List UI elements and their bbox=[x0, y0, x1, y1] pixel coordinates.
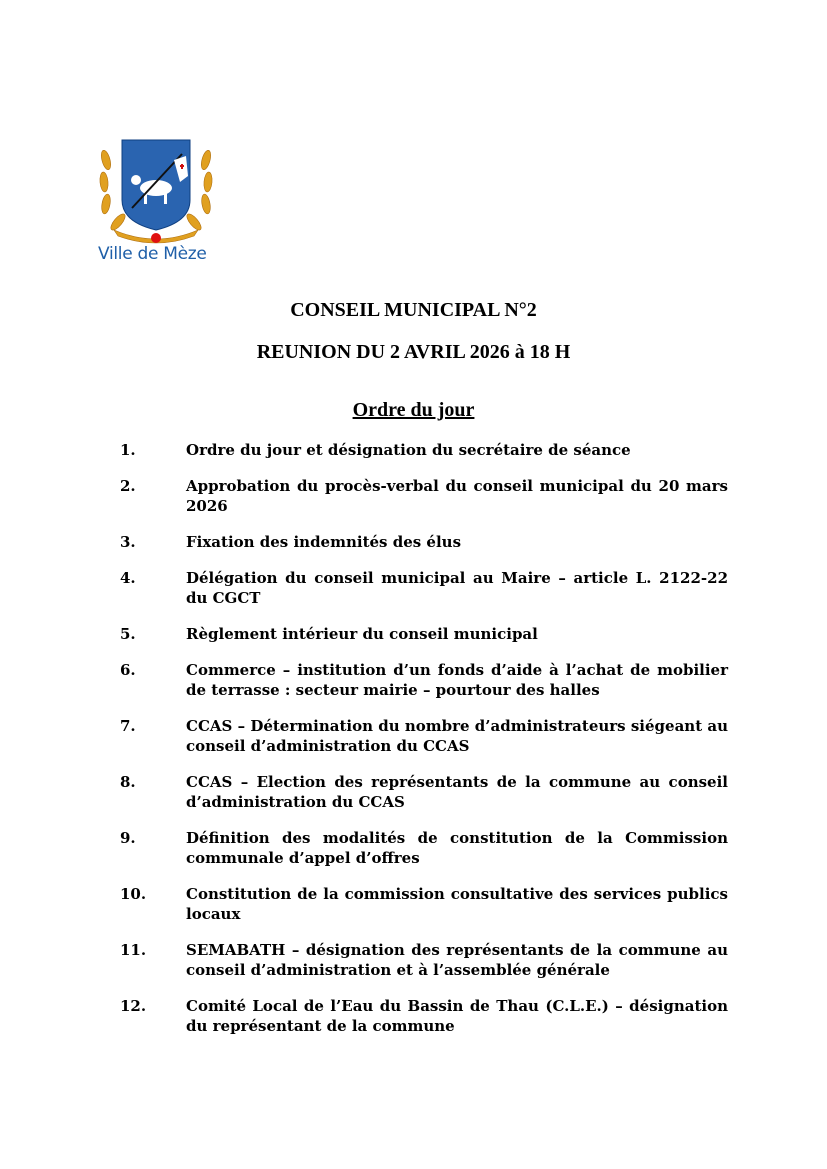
agenda-item-text: CCAS – Détermination du nombre d’administrateurs siégeant au conseil d’administration du CCAS bbox=[186, 717, 728, 755]
agenda-item-number: 10. bbox=[120, 885, 147, 903]
meeting-date: REUNION DU 2 AVRIL 2026 à 18 H bbox=[256, 341, 571, 363]
agenda-item bbox=[120, 884, 728, 924]
document-title: CONSEIL MUNICIPAL N°2 bbox=[290, 299, 537, 321]
agenda-item bbox=[120, 828, 728, 868]
agenda-item-number: 1. bbox=[120, 441, 136, 459]
agenda-item bbox=[120, 716, 728, 756]
agenda-item-text: Délégation du conseil municipal au Maire – article L. 2122-22 du CGCT bbox=[186, 569, 728, 607]
agenda-item-text: Ordre du jour et désignation du secrétaire de séance bbox=[186, 441, 631, 459]
agenda-item bbox=[120, 532, 728, 552]
agenda-item-number: 8. bbox=[120, 773, 136, 791]
agenda-item-number: 9. bbox=[120, 829, 136, 847]
agenda-item-text: Comité Local de l’Eau du Bassin de Thau (C.L.E.) – désignation du représentant de la commune bbox=[186, 997, 728, 1035]
agenda-item-text: CCAS – Election des représentants de la commune au conseil d’administration du CCAS bbox=[186, 773, 728, 811]
agenda-item-number: 3. bbox=[120, 533, 136, 551]
agenda-item-text: Fixation des indemnités des élus bbox=[186, 533, 462, 551]
agenda-item-number: 6. bbox=[120, 661, 136, 679]
agenda-item bbox=[120, 476, 728, 516]
agenda-item-number: 5. bbox=[120, 625, 136, 643]
agenda-list bbox=[120, 440, 728, 1052]
agenda-item-text: Définition des modalités de constitution de la Commission communale d’appel d’offres bbox=[186, 829, 728, 867]
agenda-item-number: 7. bbox=[120, 717, 136, 735]
agenda-item bbox=[120, 624, 728, 644]
agenda-item-number: 2. bbox=[120, 477, 136, 495]
agenda-item bbox=[120, 996, 728, 1036]
agenda-item bbox=[120, 772, 728, 812]
city-name-logo-text: Ville de Mèze bbox=[98, 244, 207, 264]
agenda-item-number: 12. bbox=[120, 997, 147, 1015]
agenda-item bbox=[120, 440, 728, 460]
agenda-item-text: Commerce – institution d’un fonds d’aide à l’achat de mobilier de terrasse : secteur mairie – pourtour des halles bbox=[186, 661, 728, 699]
agenda-item bbox=[120, 940, 728, 980]
agenda-item-text: Règlement intérieur du conseil municipal bbox=[186, 625, 538, 643]
agenda-item-text: Constitution de la commission consultative des services publics locaux bbox=[186, 885, 728, 923]
agenda-heading: Ordre du jour bbox=[352, 399, 475, 421]
agenda-item bbox=[120, 568, 728, 608]
agenda-item bbox=[120, 660, 728, 700]
agenda-item-number: 11. bbox=[120, 941, 147, 959]
agenda-item-text: Approbation du procès-verbal du conseil municipal du 20 mars 2026 bbox=[186, 477, 728, 515]
agenda-item-number: 4. bbox=[120, 569, 136, 587]
agenda-item-text: SEMABATH – désignation des représentants de la commune au conseil d’administration et à l’assemblée générale bbox=[186, 941, 728, 979]
